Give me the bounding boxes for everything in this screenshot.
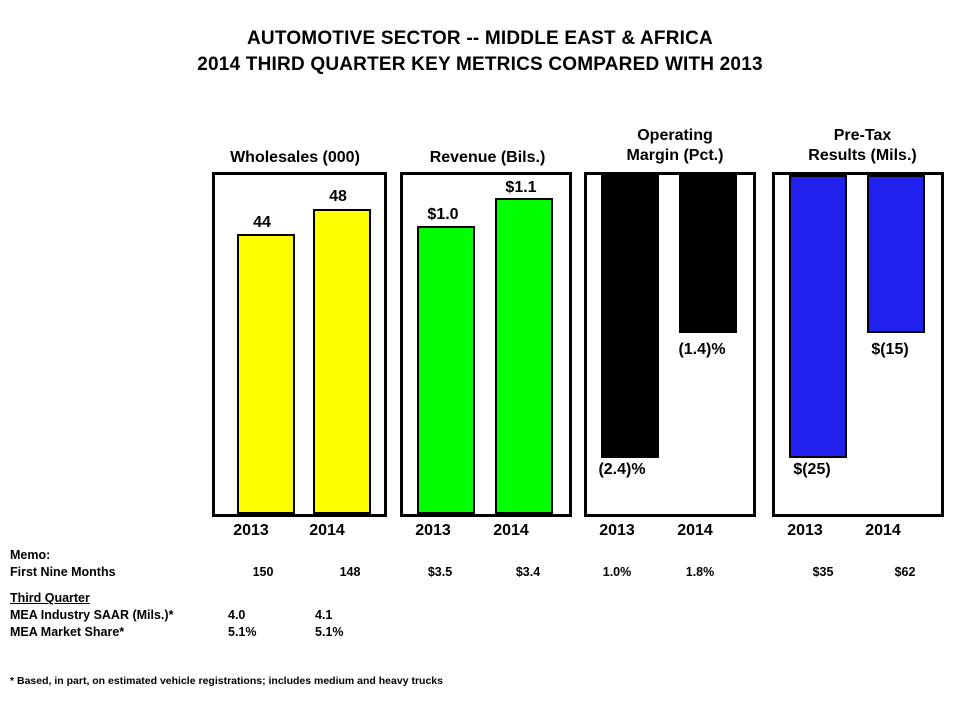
bar-label-operating-margin-2014: (1.4)% <box>678 341 726 358</box>
page-title <box>0 26 960 78</box>
memo-cell-share-2014: 5.1% <box>315 625 344 639</box>
memo-row-market-share <box>10 625 950 642</box>
memo-cell-margin-2014: 1.8% <box>685 565 715 579</box>
memo-row-label: First Nine Months <box>10 565 116 579</box>
axis-year-operating-margin-2014: 2014 <box>677 522 713 539</box>
bar-label-wholesales-2014: 48 <box>329 188 347 205</box>
memo-block <box>10 548 950 642</box>
bar-label-pretax-results-2014: $(15) <box>871 341 909 358</box>
memo-cell-revenue-2013: $3.5 <box>427 565 453 579</box>
memo-cell-wholesales-2013: 150 <box>252 565 274 579</box>
panel-heading-operating-margin <box>585 126 765 166</box>
bar-pretax-results-2014[interactable] <box>867 175 925 333</box>
bar-operating-margin-2014[interactable] <box>679 175 737 333</box>
memo-row-first-nine-months <box>10 565 950 582</box>
memo-row-label: MEA Market Share* <box>10 625 125 639</box>
memo-spacer <box>10 582 950 591</box>
panel-heading-wholesales <box>200 148 390 168</box>
memo-cell-saar-2014: 4.1 <box>315 608 333 622</box>
panel-heading-operating-margin-line1: Operating <box>637 127 713 144</box>
memo-section-title-row <box>10 591 950 608</box>
memo-cell-revenue-2014: $3.4 <box>515 565 541 579</box>
memo-cell-saar-2013: 4.0 <box>228 608 246 622</box>
panel-heading-pretax-results-line2: Results (Mils.) <box>808 147 917 164</box>
memo-cell-share-2013: 5.1% <box>228 625 257 639</box>
memo-title-row <box>10 548 950 565</box>
bar-pretax-results-2013[interactable] <box>789 175 847 458</box>
axis-year-revenue-2014: 2014 <box>493 522 529 539</box>
axis-year-pretax-results-2014: 2014 <box>865 522 901 539</box>
axis-year-wholesales-2013: 2013 <box>233 522 269 539</box>
bar-label-operating-margin-2013: (2.4)% <box>598 461 646 478</box>
panel-heading-wholesales-line2: Wholesales (000) <box>230 149 360 166</box>
memo-row-label: MEA Industry SAAR (Mils.)* <box>10 608 174 622</box>
memo-cell-pretax-2013: $35 <box>812 565 834 579</box>
memo-title: Memo: <box>10 548 51 562</box>
panel-heading-operating-margin-line2: Margin (Pct.) <box>626 147 724 164</box>
axis-year-pretax-results-2013: 2013 <box>787 522 823 539</box>
footnote: * Based, in part, on estimated vehicle registrations; includes medium and heavy trucks <box>10 675 443 687</box>
axis-year-operating-margin-2013: 2013 <box>599 522 635 539</box>
bar-label-revenue-2013: $1.0 <box>427 206 459 223</box>
axis-year-wholesales-2014: 2014 <box>309 522 345 539</box>
panel-heading-revenue-line2: Revenue (Bils.) <box>429 149 546 166</box>
panel-heading-pretax-results <box>775 126 950 166</box>
panel-heading-pretax-results-line1: Pre-Tax <box>833 127 892 144</box>
memo-cell-wholesales-2014: 148 <box>339 565 361 579</box>
axis-year-revenue-2013: 2013 <box>415 522 451 539</box>
bar-revenue-2013[interactable] <box>417 226 475 514</box>
bar-label-revenue-2014: $1.1 <box>505 179 537 196</box>
bar-wholesales-2014[interactable] <box>313 209 371 514</box>
bar-label-wholesales-2013: 44 <box>253 214 271 231</box>
panel-heading-revenue <box>395 148 580 168</box>
bar-wholesales-2013[interactable] <box>237 234 295 514</box>
title-line-2: 2014 THIRD QUARTER KEY METRICS COMPARED WITH 2013 <box>197 54 763 75</box>
title-line-1: AUTOMOTIVE SECTOR -- MIDDLE EAST & AFRICA <box>247 28 713 49</box>
memo-cell-pretax-2014: $62 <box>894 565 916 579</box>
bar-revenue-2014[interactable] <box>495 198 553 514</box>
bar-label-pretax-results-2013: $(25) <box>793 461 831 478</box>
memo-row-industry-saar <box>10 608 950 625</box>
memo-section-title: Third Quarter <box>10 591 90 605</box>
memo-cell-margin-2013: 1.0% <box>602 565 632 579</box>
bar-operating-margin-2013[interactable] <box>601 175 659 458</box>
